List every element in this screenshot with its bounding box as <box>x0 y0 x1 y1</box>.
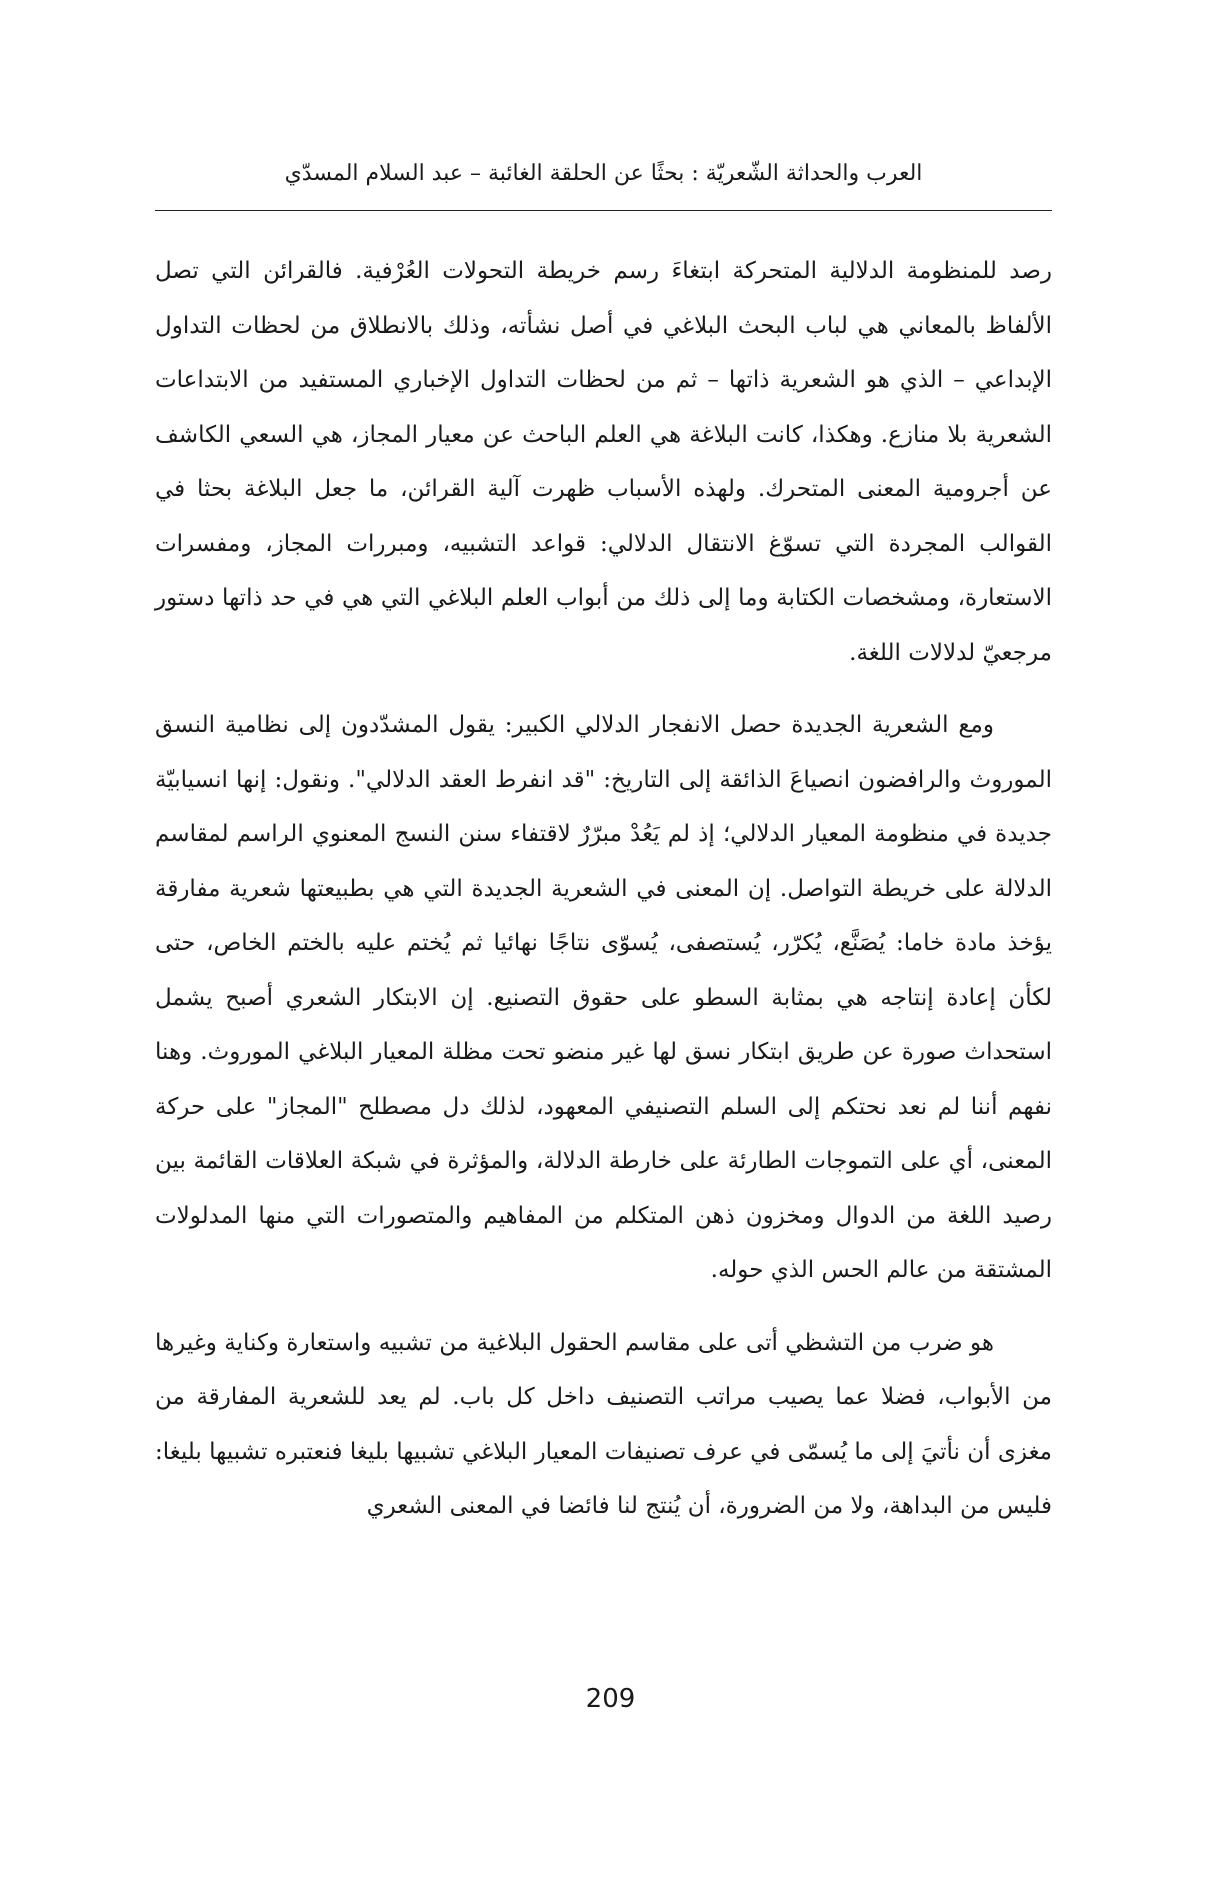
running-header: العرب والحداثة الشّعريّة : بحثًا عن الحلقة الغائبة – عبد السلام المسدّي <box>284 161 923 186</box>
paragraph-2: ومع الشعرية الجديدة حصل الانفجار الدلالي الكبير: يقول المشدّدون إلى نظامية النسق الموروث والرافضون انصياعَ الذائقة إلى التاريخ: "قد انفرط العقد الدلالي". ونقول: إنها انسيابيّة جديدة في منظومة المعيار الدلالي؛ إذ لم يَعُدْ مبرّرٌ لاقتفاء سنن النسج المعنوي الراسم لمقاسم الدلالة على خريطة التواصل. إن المعنى في الشعرية الجديدة التي هي بطبيعتها شعرية مفارقة يؤخذ مادة خاما: يُصَنَّع، يُكرّر، يُستصفى، يُسوّى نتاجًا نهائيا ثم يُختم عليه بالختم الخاص، حتى لكأن إعادة إنتاجه هي بمثابة السطو على حقوق التصنيع. إن الابتكار الشعري أصبح يشمل استحداث صورة عن طريق ابتكار نسق لها غير منضو تحت مظلة المعيار البلاغي الموروث. وهنا نفهم أننا لم نعد نحتكم إلى السلم التصنيفي المعهود، لذلك دل مصطلح "المجاز" على حركة المعنى، أي على التموجات الطارئة على خارطة الدلالة، والمؤثرة في شبكة العلاقات القائمة بين رصيد اللغة من الدوال ومخزون ذهن المتكلم من المفاهيم والمتصورات التي منها المدلولات المشتقة من عالم الحس الذي حوله. <box>155 712 1052 1283</box>
page-number: 209 <box>585 1684 636 1714</box>
header-divider <box>155 210 1052 211</box>
paragraph-3: هو ضرب من التشظي أتى على مقاسم الحقول البلاغية من تشبيه واستعارة وكناية وغيرها من الأبواب، فضلا عما يصيب مراتب التصنيف داخل كل باب. لم يعد للشعرية المفارقة من مغزى أن نأتيَ إلى ما يُسمّى في عرف تصنيفات المعيار البلاغي تشبيها بليغا فنعتبره تشبيها بليغا: فليس من البداهة، ولا من الضرورة، أن يُنتج لنا فائضا في المعنى الشعري <box>155 1329 1052 1519</box>
paragraph-1: رصد للمنظومة الدلالية المتحركة ابتغاءَ رسم خريطة التحولات العُرْفية. فالقرائن التي تصل الألفاظ بالمعاني هي لباب البحث البلاغي في أصل نشأته، وذلك بالانطلاق من لحظات التداول الإبداعي – الذي هو الشعرية ذاتها – ثم من لحظات التداول الإخباري المستفيد من الابتداعات الشعرية بلا منازع. وهكذا، كانت البلاغة هي العلم الباحث عن معيار المجاز، هي السعي الكاشف عن أجرومية المعنى المتحرك. ولهذه الأسباب ظهرت آلية القرائن، ما جعل البلاغة بحثا في القوالب المجردة التي تسوّغ الانتقال الدلالي: قواعد التشبيه، ومبررات المجاز، ومفسرات الاستعارة، ومشخصات الكتابة وما إلى ذلك من أبواب العلم البلاغي التي هي في حد ذاتها دستور مرجعيّ لدلالات اللغة. <box>155 258 1052 666</box>
body-text <box>155 244 1052 1534</box>
